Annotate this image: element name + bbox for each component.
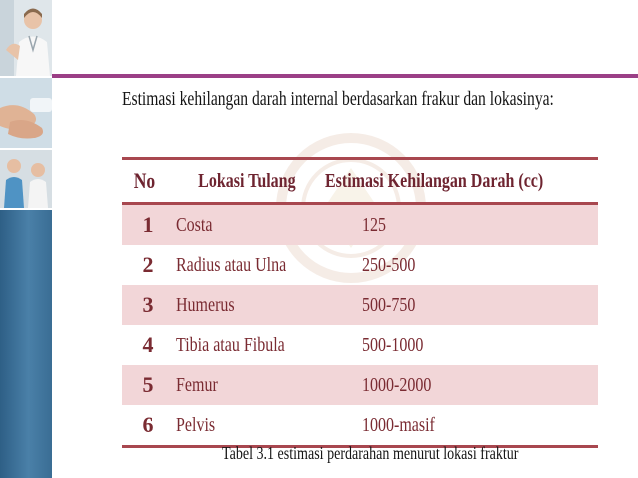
row-estimasi: 500-750 [362, 293, 416, 316]
table-row [122, 365, 598, 405]
accent-bar [52, 74, 638, 78]
table-header-row [122, 157, 598, 205]
page-heading: Estimasi kehilangan darah internal berdasarkan frakur dan lokasinya: [122, 88, 554, 110]
row-lokasi: Humerus [176, 293, 235, 316]
row-lokasi: Costa [176, 213, 213, 236]
table-caption: Tabel 3.1 estimasi perdarahan menurut lokasi fraktur [222, 443, 519, 463]
row-no: 4 [142, 332, 154, 357]
doctor-photo [0, 0, 52, 78]
header-estimasi: Estimasi Kehilangan Darah (cc) [325, 169, 544, 192]
row-lokasi: Radius atau Ulna [176, 253, 287, 276]
row-estimasi: 500-1000 [362, 333, 424, 356]
row-no: 6 [142, 412, 154, 437]
row-no: 1 [142, 212, 154, 237]
row-estimasi: 250-500 [362, 253, 416, 276]
table-row [122, 205, 598, 245]
table-row [122, 325, 598, 365]
blood-loss-table [122, 157, 598, 448]
row-no: 2 [142, 252, 154, 277]
table-row [122, 405, 598, 448]
header-lokasi: Lokasi Tulang [197, 169, 296, 192]
left-sidebar [0, 0, 52, 478]
row-estimasi: 1000-masif [362, 413, 435, 436]
table-row [122, 285, 598, 325]
row-lokasi: Tibia atau Fibula [176, 333, 285, 356]
row-no: 5 [142, 372, 154, 397]
nurse-photo [0, 150, 52, 210]
row-lokasi: Pelvis [176, 413, 216, 436]
row-estimasi: 125 [362, 213, 386, 236]
header-no: No [133, 168, 155, 193]
row-estimasi: 1000-2000 [362, 373, 432, 396]
table-row [122, 245, 598, 285]
row-lokasi: Femur [176, 373, 218, 396]
row-no: 3 [142, 292, 154, 317]
hands-photo [0, 78, 52, 150]
